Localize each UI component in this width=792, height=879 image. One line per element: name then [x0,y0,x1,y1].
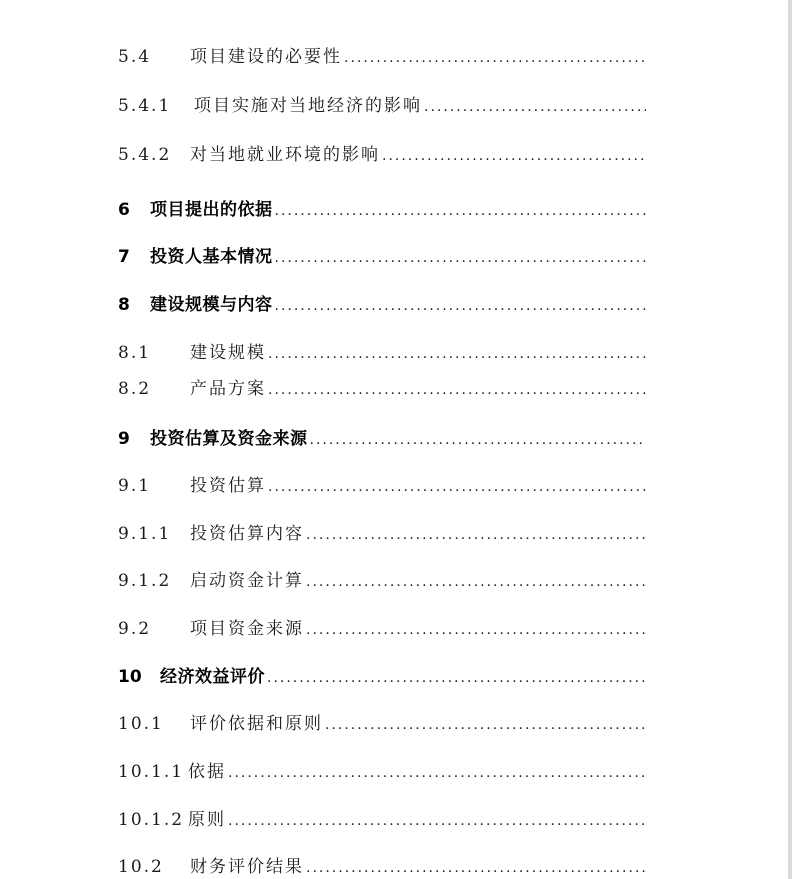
toc-dot-leader [275,203,647,219]
toc-entry[interactable] [118,614,646,639]
toc-entry-number: 10.1 [118,714,164,734]
toc-dot-leader [228,813,646,829]
toc-entry[interactable] [118,805,646,830]
toc-entry[interactable] [118,519,646,544]
toc-entry-title: 产品方案 [190,379,266,399]
toc-entry-title: 投资估算及资金来源 [150,429,308,449]
toc-entry[interactable] [118,709,646,734]
toc-entry[interactable] [118,42,646,67]
toc-entry-number: 9.1.2 [118,571,172,591]
toc-entry-number: 9.1.1 [118,524,172,544]
toc-dot-leader [382,148,646,164]
toc-entry-title: 财务评价结果 [190,857,304,877]
toc-dot-leader [267,670,646,686]
toc-entry-number: 8.1 [118,343,152,363]
toc-entry-title: 项目实施对当地经济的影响 [194,96,422,116]
toc-entry-number: 5.4.1 [118,96,172,116]
toc-entry-title: 项目建设的必要性 [190,47,342,67]
toc-entry-number: 9.1 [118,476,152,496]
toc-entry-number: 8 [118,295,130,315]
toc-dot-leader [310,432,647,448]
toc-entry-title: 项目资金来源 [190,619,304,639]
toc-entry-title: 经济效益评价 [160,667,265,687]
toc-entry-title: 项目提出的依据 [150,200,273,220]
toc-dot-leader [268,382,646,398]
toc-dot-leader [275,250,647,266]
toc-entry-title: 依据 [188,762,226,782]
toc-entry-number: 10.1.2 [118,810,185,830]
toc-entry-title: 投资估算内容 [190,524,304,544]
toc-entry-number: 10.1.1 [118,762,185,782]
toc-entry-number: 5.4.2 [118,145,172,165]
toc-entry[interactable] [118,140,646,165]
toc-dot-leader [344,50,646,66]
page-edge-divider [788,0,792,879]
toc-entry-number: 9.2 [118,619,152,639]
toc-entry[interactable] [118,566,646,591]
toc-entry[interactable] [118,662,646,687]
toc-entry-number: 8.2 [118,379,152,399]
toc-entry-title: 原则 [188,810,226,830]
toc-dot-leader [268,479,646,495]
toc-dot-leader [306,860,646,876]
toc-dot-leader [228,765,646,781]
toc-entry-number: 10.2 [118,857,164,877]
toc-entry[interactable] [118,471,646,496]
toc-entry-number: 7 [118,247,130,267]
toc-entry[interactable] [118,195,646,220]
toc-dot-leader [306,622,646,638]
toc-entry-title: 评价依据和原则 [190,714,323,734]
toc-dot-leader [275,298,647,314]
toc-entry-title: 投资估算 [190,476,266,496]
toc-entry-title: 建设规模 [190,343,266,363]
toc-entry-number: 9 [118,429,130,449]
toc-entry[interactable] [118,374,646,399]
toc-entry-number: 10 [118,667,142,687]
toc-entry-title: 启动资金计算 [190,571,304,591]
toc-entry[interactable] [118,757,646,782]
toc-dot-leader [306,527,646,543]
toc-entry-title: 建设规模与内容 [150,295,273,315]
toc-entry-title: 对当地就业环境的影响 [190,145,380,165]
toc-entry[interactable] [118,290,646,315]
toc-entry[interactable] [118,852,646,877]
toc-dot-leader [268,346,646,362]
toc-entry[interactable] [118,91,646,116]
toc-dot-leader [325,717,646,733]
toc-dot-leader [306,574,646,590]
toc-entry-number: 6 [118,200,130,220]
toc-entry[interactable] [118,242,646,267]
toc-entry-number: 5.4 [118,47,152,67]
toc-entry[interactable] [118,338,646,363]
toc-dot-leader [424,99,646,115]
toc-entry-title: 投资人基本情况 [150,247,273,267]
toc-entry[interactable] [118,424,646,449]
